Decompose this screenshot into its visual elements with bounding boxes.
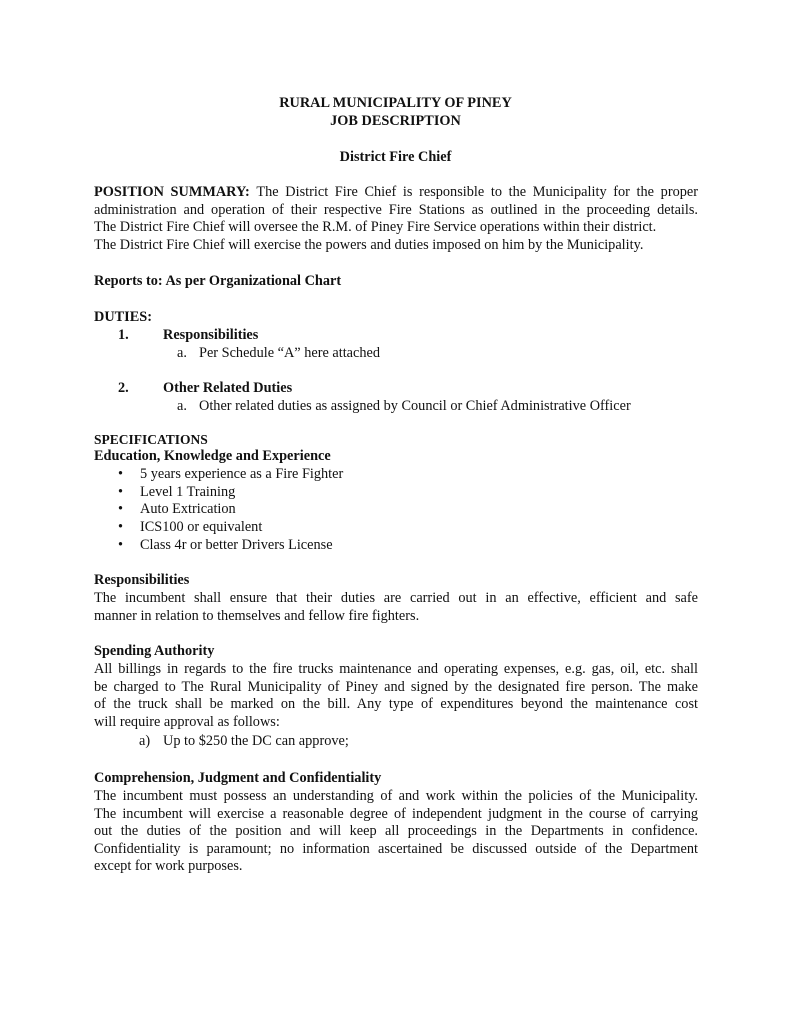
summary-line: administration and operation of their respective Fire Stations as outlined in the proceeding details.: [94, 201, 698, 218]
responsibilities-heading: Responsibilities: [94, 572, 190, 588]
bullet-icon: •: [118, 484, 124, 500]
paragraph-line: of the truck shall be marked on the bill. Any type of expenditures beyond the maintenance cost: [94, 696, 698, 712]
paragraph-line: be charged to The Rural Municipality of Piney and signed by the designated fire person. The make: [94, 678, 698, 695]
spending-item-letter: a): [139, 733, 151, 749]
paragraph-line: out the duties of the position and will keep all proceedings in the Departments in confidence.: [94, 823, 698, 839]
paragraph-line: Confidentiality is paramount; no information ascertained be discussed outside of the Department: [94, 840, 698, 857]
reports-to: Reports to: As per Organizational Chart: [94, 273, 342, 289]
position-title: District Fire Chief: [339, 149, 452, 165]
position-summary: [94, 184, 698, 254]
summary-label: POSITION SUMMARY:: [94, 184, 250, 200]
doc-type-title: JOB DESCRIPTION: [330, 113, 461, 129]
list-item: Class 4r or better Drivers License: [140, 537, 333, 553]
summary-line: The District Fire Chief is responsible to the Municipality for the proper: [256, 184, 698, 200]
bullet-icon: •: [118, 466, 124, 482]
education-heading: Education, Knowledge and Experience: [94, 448, 331, 464]
comprehension-text: [94, 788, 698, 876]
org-title: RURAL MUNICIPALITY OF PINEY: [279, 95, 512, 111]
bullet-icon: •: [118, 519, 124, 535]
duty-sub-text: Per Schedule “A” here attached: [199, 345, 381, 361]
paragraph-line: will require approval as follows:: [94, 713, 280, 730]
paragraph-line: The incumbent will exercise a reasonable degree of independent judgment in the course of carrying: [94, 805, 698, 822]
specifications-heading: SPECIFICATIONS: [94, 432, 208, 447]
responsibilities-text: [94, 590, 698, 625]
paragraph-line: The incumbent must possess an understanding of and work within the policies of the Municipality.: [94, 788, 698, 804]
paragraph-line: The incumbent shall ensure that their duties are carried out in an effective, efficient and safe: [94, 590, 698, 606]
bullet-icon: •: [118, 501, 124, 517]
duty-sub-letter: a.: [177, 345, 187, 361]
spending-item-text: Up to $250 the DC can approve;: [163, 733, 349, 749]
summary-line: The District Fire Chief will oversee the R.M. of Piney Fire Service operations within their district.: [94, 219, 657, 235]
list-item: Auto Extrication: [140, 501, 236, 517]
summary-line: The District Fire Chief will exercise the powers and duties imposed on him by the Municipality.: [94, 236, 644, 253]
duty-sub-text: Other related duties as assigned by Council or Chief Administrative Officer: [199, 398, 631, 414]
list-item: 5 years experience as a Fire Fighter: [140, 466, 344, 482]
spending-heading: Spending Authority: [94, 643, 215, 659]
duty-number: 2.: [118, 380, 129, 396]
duty-sub-letter: a.: [177, 398, 187, 414]
paragraph-line: except for work purposes.: [94, 858, 243, 874]
paragraph-line: manner in relation to themselves and fellow fire fighters.: [94, 607, 420, 624]
comprehension-heading: Comprehension, Judgment and Confidentiality: [94, 770, 382, 786]
spending-text: [94, 661, 698, 731]
duties-heading: DUTIES:: [94, 309, 152, 325]
duty-number: 1.: [118, 327, 129, 343]
paragraph-line: All billings in regards to the fire trucks maintenance and operating expenses, e.g. gas, oil, etc. shall: [94, 661, 698, 677]
list-item: ICS100 or equivalent: [140, 519, 263, 535]
list-item: Level 1 Training: [140, 484, 236, 500]
bullet-icon: •: [118, 537, 124, 553]
duty-title: Other Related Duties: [163, 380, 293, 396]
duty-title: Responsibilities: [163, 327, 259, 343]
